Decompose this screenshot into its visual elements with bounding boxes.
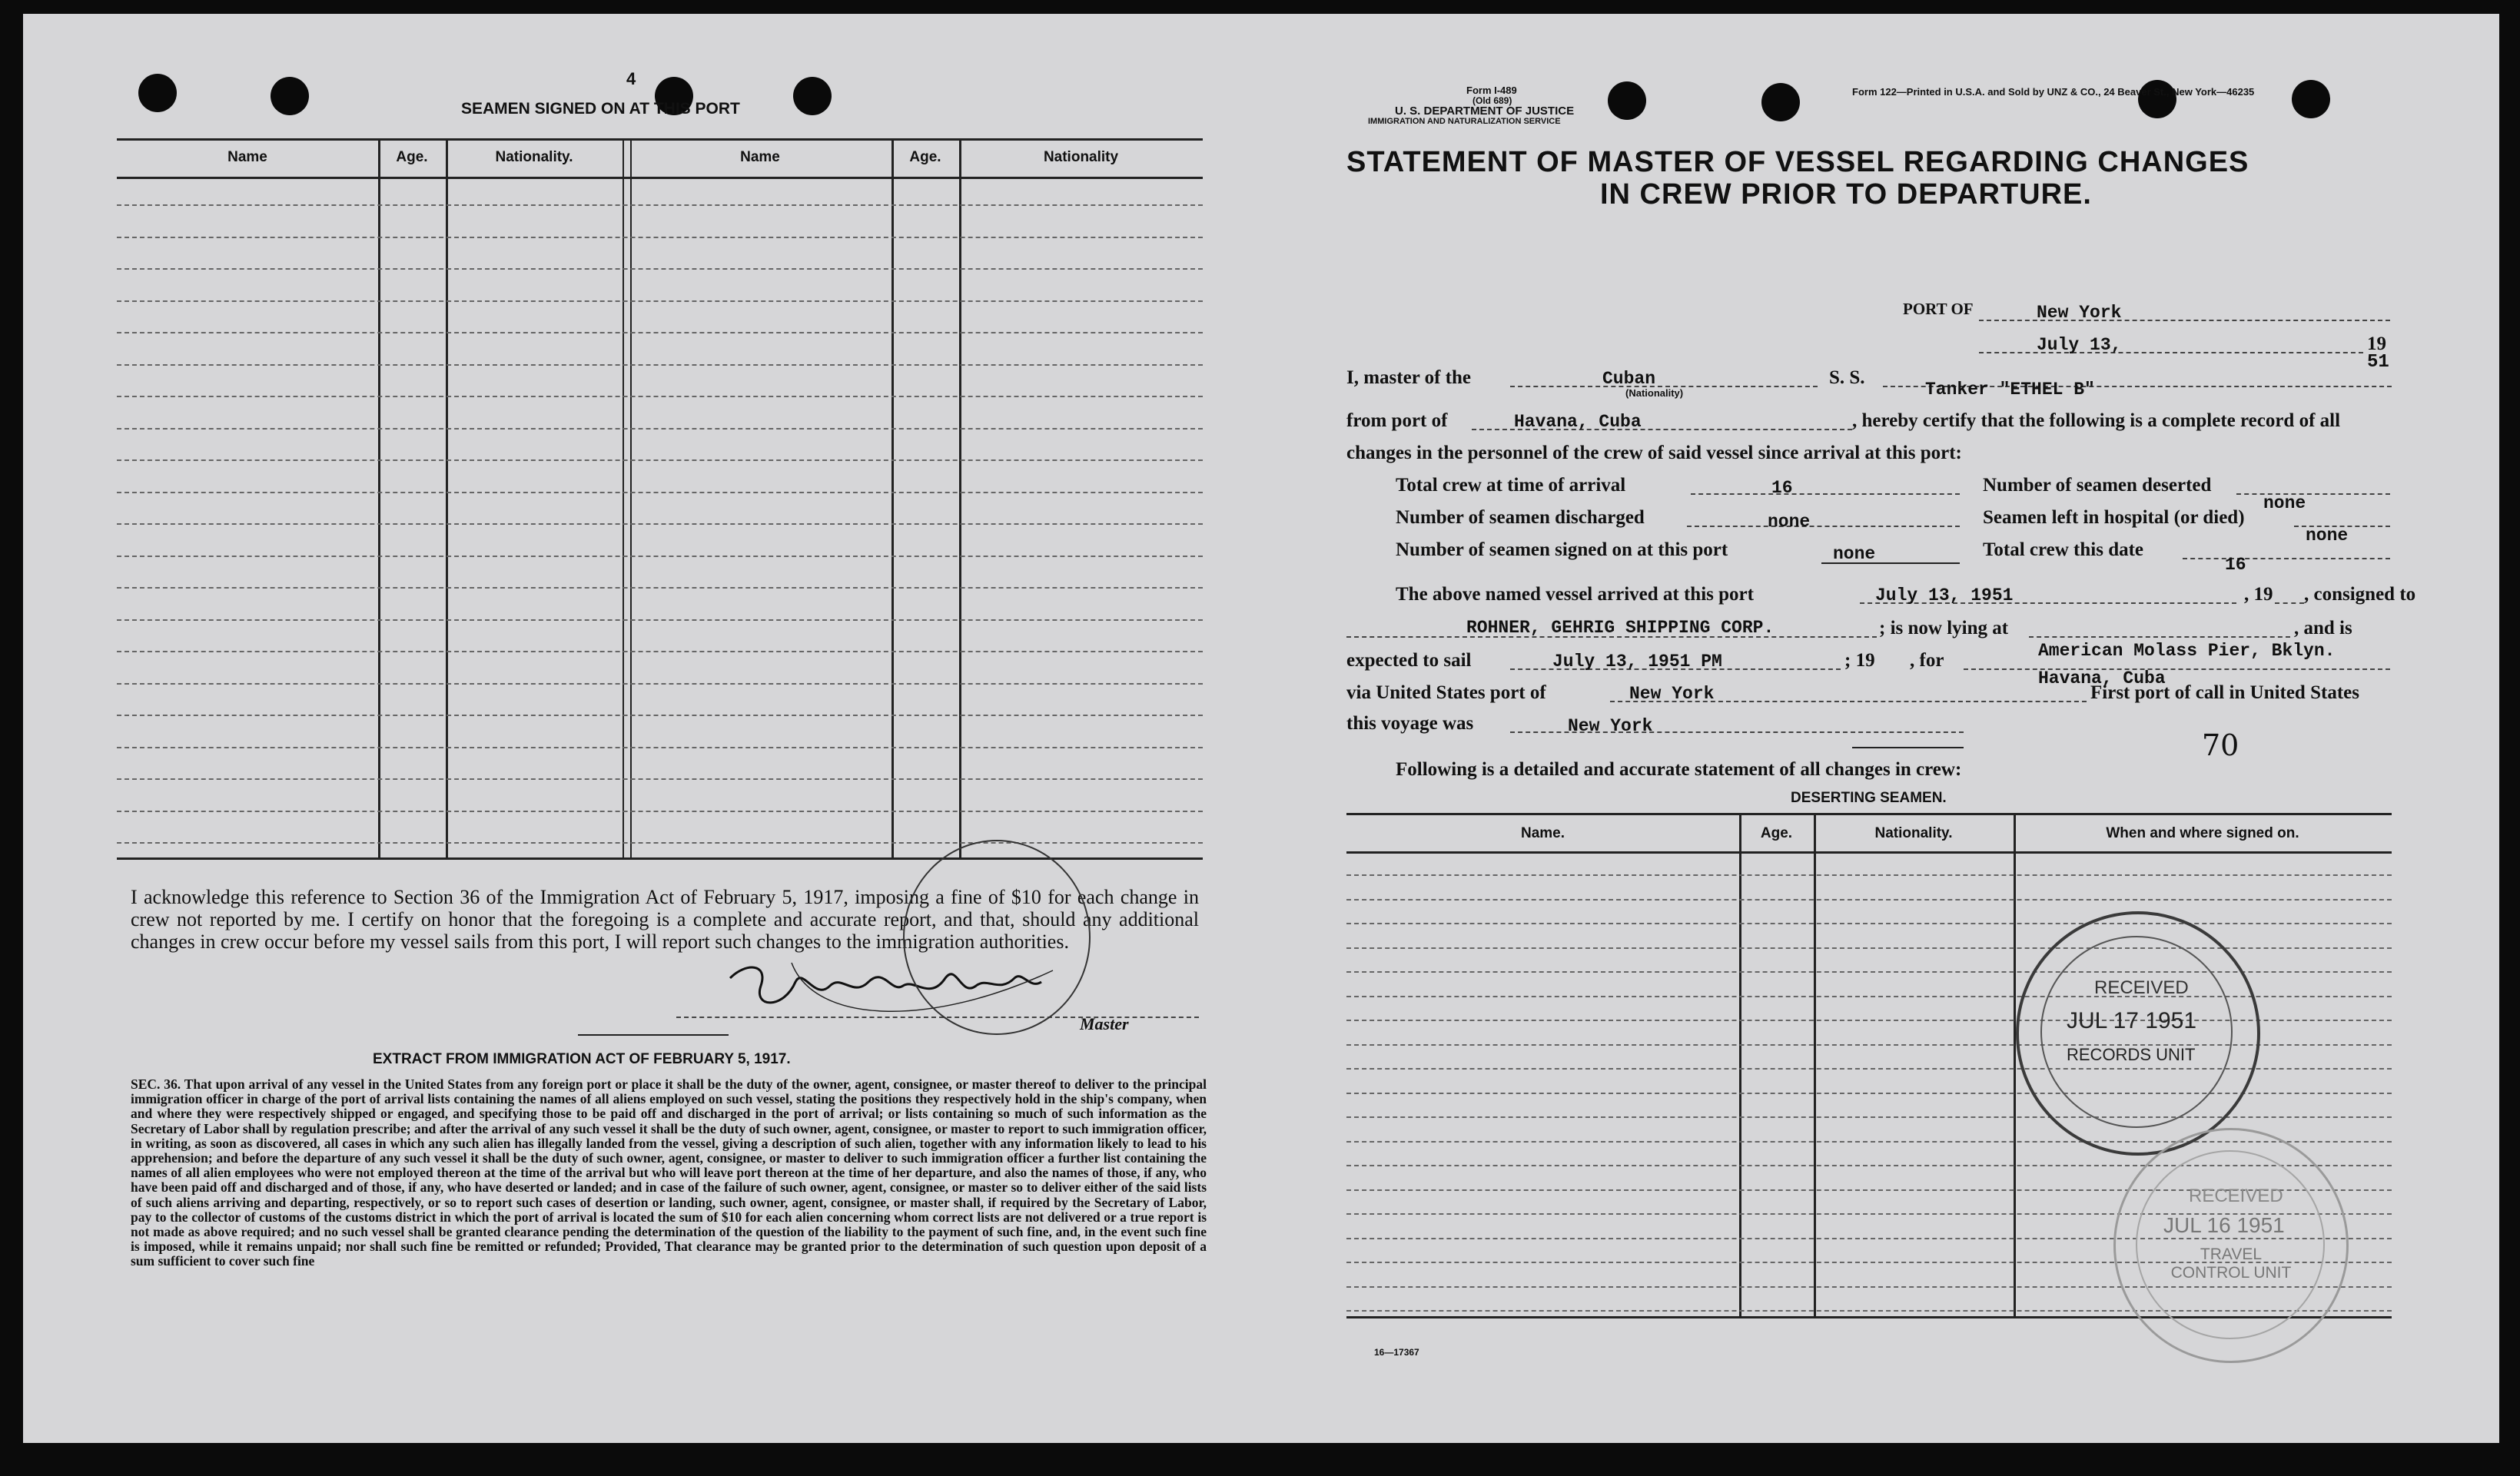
voyage-rule	[1852, 747, 1964, 748]
sail-year-label: ; 19	[1844, 650, 1875, 671]
following-text: Following is a detailed and accurate statement of all changes in crew:	[1396, 759, 1962, 780]
form-title-line2: IN CREW PRIOR TO DEPARTURE.	[1600, 178, 2092, 211]
expected-label: expected to sail	[1346, 650, 1472, 671]
column-divider	[623, 138, 632, 859]
punch-hole	[2292, 80, 2330, 118]
arrived-year-line	[2275, 602, 2304, 604]
left-page-title: SEAMEN SIGNED ON AT THIS PORT	[461, 100, 740, 118]
for-value: Havana, Cuba	[2038, 668, 2166, 688]
port-of-label: PORT OF	[1903, 300, 1974, 318]
deserting-title: DESERTING SEAMEN.	[1791, 790, 1947, 806]
signed-on-value: none	[1833, 544, 1876, 564]
table-row	[117, 651, 1203, 652]
form-old-number: (Old 689)	[1472, 95, 1512, 106]
discharged-line	[1687, 526, 1960, 527]
table-row	[117, 237, 1203, 238]
punch-hole	[1608, 81, 1646, 120]
extract-rule	[578, 1034, 729, 1036]
signature-circle-mark	[903, 840, 1091, 1035]
total-crew-arrival-label: Total crew at time of arrival	[1396, 475, 1626, 496]
consigned-to-label: , consigned to	[2304, 584, 2416, 605]
discharged-value: none	[1768, 512, 1811, 532]
table-row	[117, 587, 1203, 589]
for-label: , for	[1910, 650, 1944, 671]
table-row	[117, 492, 1203, 493]
table-row	[117, 683, 1203, 685]
total-crew-date-label: Total crew this date	[1983, 539, 2144, 560]
column-divider	[1814, 813, 1816, 1318]
table-top-border	[1346, 813, 2392, 815]
column-header-nationality: Nationality.	[495, 149, 573, 165]
table-row	[117, 332, 1203, 333]
punch-hole	[1761, 83, 1800, 121]
table-row	[117, 364, 1203, 366]
service-name: IMMIGRATION AND NATURALIZATION SERVICE	[1368, 117, 1561, 126]
punch-hole	[793, 77, 832, 115]
received-stamp-travel-control	[2113, 1128, 2349, 1363]
column-header-nationality: Nationality.	[1874, 825, 1953, 841]
nationality-caption: (Nationality)	[1625, 387, 1684, 399]
deserted-label: Number of seamen deserted	[1983, 475, 2212, 496]
form-title-line1: STATEMENT OF MASTER OF VESSEL REGARDING CHANGES	[1346, 146, 2249, 178]
voyage-value: New York	[1568, 716, 1653, 736]
column-divider	[378, 138, 380, 859]
punch-hole	[271, 77, 309, 115]
table-row	[1346, 874, 2392, 876]
year-prefix: 19	[2367, 333, 2386, 354]
table-row	[117, 811, 1203, 812]
table-row	[117, 204, 1203, 206]
stamp-unit: RECORDS UNIT	[2067, 1045, 2196, 1064]
column-divider	[1739, 813, 1741, 1318]
hospital-label: Seamen left in hospital (or died)	[1983, 507, 2245, 528]
form-number: Form I-489	[1466, 85, 1517, 96]
stamp-received-label: RECEIVED	[2189, 1186, 2283, 1206]
table-header-border	[1346, 851, 2392, 854]
column-header-age: Age.	[909, 149, 941, 165]
arrived-value: July 13, 1951	[1875, 585, 2014, 605]
document-page	[23, 14, 2499, 1443]
department-name: U. S. DEPARTMENT OF JUSTICE	[1395, 104, 1575, 118]
certify-text: , hereby certify that the following is a complete record of all	[1852, 410, 2341, 431]
table-row	[1346, 899, 2392, 901]
table-header-border	[117, 177, 1203, 179]
column-header-nationality: Nationality	[1043, 149, 1119, 165]
from-port-label: from port of	[1346, 410, 1448, 431]
first-port-label: First port of call in United States	[2090, 682, 2359, 703]
table-row	[1346, 923, 2392, 924]
sail-value: July 13, 1951 PM	[1552, 652, 1722, 672]
stamp-unit: TRAVEL CONTROL UNIT	[2170, 1245, 2292, 1282]
lying-label: ; is now lying at	[1879, 618, 2009, 638]
ss-label: S. S.	[1829, 367, 1865, 388]
column-header-age: Age.	[1760, 825, 1793, 841]
punch-hole	[138, 74, 177, 112]
table-row	[117, 556, 1203, 557]
table-row	[117, 778, 1203, 780]
for-line	[1964, 668, 2390, 670]
changes-text: changes in the personnel of the crew of said vessel since arrival at this port:	[1346, 443, 1962, 463]
master-label: Master	[1080, 1014, 1129, 1033]
table-top-border	[117, 138, 1203, 141]
column-header-name: Name	[740, 149, 780, 165]
deserted-value: none	[2263, 493, 2306, 513]
discharged-label: Number of seamen discharged	[1396, 507, 1645, 528]
column-header-age: Age.	[396, 149, 428, 165]
stamp-received-label: RECEIVED	[2094, 977, 2189, 998]
table-row	[1346, 947, 2392, 949]
table-row	[117, 619, 1203, 621]
table-row	[1346, 1116, 2392, 1118]
page-number: 4	[626, 69, 636, 88]
lying-value: American Molass Pier, Bklyn.	[2038, 641, 2336, 661]
column-header-signed-on: When and where signed on.	[2106, 825, 2299, 841]
extract-text: SEC. 36. That upon arrival of any vessel in the United States from any foreign port or place it shall be the duty of the owner, agent, consignee, or master thereof to deliver to the principal immigration officer in charge of the port of arrival lists containing the names of all aliens employed on such vessel, stating the positions they respectively hold in the ship's company, when and where they were respectively shipped or engaged, and specifying those to be paid off and discharged in the port of arrival; or lists containing so much of such information as the Secretary of Labor shall by regulation prescribe; and after the arrival of any such vessel it shall be the duty of such owner, agent, consignee, or master to report to such immigration officer, in writing, as soon as discovered, all cases in which any such alien has illegally landed from the vessel, giving a description of such alien, together with any information likely to lead to his apprehension; and before the departure of any such vessel it shall be the duty of such owner, agent, consignee, or master to deliver to such immigration officer a further list containing the names of all alien employees who were not employed thereon at the time of the arrival but who will leave port thereon at the time of her departure, and also the names of those, if any, who have been paid off and discharged and of those, if any, who have deserted or landed; and in case of the failure of such owner, agent, consignee, or master so to deliver either of the said lists of such aliens arriving and departing, respectively, or so to report such cases of desertion or landing, such owner, agent, consignee, or master shall, if required by the Secretary of Labor, pay to the collector of customs of the customs district in which the port of arrival is located the sum of $10 for each alien concerning whom correct lists are not delivered or a true report is not made as above required; and no such vessel shall be granted clearance pending the determination of the question of the liability to the payment of such fine, and, in the event such fine is imposed, while it remains unpaid; nor shall such fine be remitted or refunded; Provided, That clearance may be granted prior to the determination of such question upon deposit of a sum sufficient to cover such fine	[131, 1076, 1207, 1269]
and-is-label: , and is	[2294, 618, 2352, 638]
signed-on-label: Number of seamen signed on at this port	[1396, 539, 1728, 560]
extract-title: EXTRACT FROM IMMIGRATION ACT OF FEBRUARY 5, 1917.	[373, 1051, 791, 1067]
date-value: July 13,	[2037, 335, 2122, 355]
footer-code: 16—17367	[1374, 1347, 1419, 1358]
port-of-value: New York	[2037, 303, 2122, 323]
arrived-label: The above named vessel arrived at this port	[1396, 584, 1754, 605]
total-crew-arrival-value: 16	[1771, 478, 1793, 498]
year-value: 51	[2367, 352, 2389, 373]
from-port-value: Havana, Cuba	[1514, 412, 1642, 432]
table-row	[117, 523, 1203, 525]
arrived-year-label: , 19	[2244, 584, 2273, 605]
received-stamp-records	[2016, 911, 2260, 1156]
column-divider	[959, 138, 961, 859]
total-crew-arrival-line	[1691, 493, 1960, 495]
column-header-name: Name	[227, 149, 267, 165]
column-divider	[891, 138, 894, 859]
total-crew-date-line	[2183, 558, 2390, 559]
nationality-value: Cuban	[1602, 369, 1656, 389]
via-value: New York	[1629, 684, 1715, 704]
column-divider	[446, 138, 448, 859]
acknowledgment-text: I acknowledge this reference to Section 36 of the Immigration Act of February 5, 1917, imposing a fine of $10 for each change in crew not reported by me. I certify on honor that the foregoing is a complete and accurate report, and that, should any additional changes in crew occur before my vessel sails from this port, I will report such changes to the immigration authorities.	[131, 886, 1199, 953]
hospital-value: none	[2306, 526, 2349, 546]
column-header-name: Name.	[1520, 825, 1565, 841]
printer-note: Form 122—Printed in U.S.A. and Sold by UNZ & CO., 24 Beaver St., New York—46235	[1852, 86, 2255, 98]
lying-line	[2029, 636, 2290, 638]
column-divider	[2014, 813, 2016, 1318]
master-of-label: I, master of the	[1346, 367, 1471, 388]
stamp-date: JUL 17 1951	[2067, 1008, 2197, 1033]
table-row	[117, 459, 1203, 461]
table-row	[117, 300, 1203, 302]
table-row	[117, 396, 1203, 397]
voyage-label: this voyage was	[1346, 713, 1474, 734]
total-crew-date-value: 16	[2225, 555, 2246, 575]
consignee-value: ROHNER, GEHRIG SHIPPING CORP.	[1466, 618, 1775, 638]
vessel-value: Tanker "ETHEL B"	[1925, 380, 2095, 400]
table-row	[117, 715, 1203, 716]
deserted-line	[2236, 493, 2390, 495]
table-row	[117, 268, 1203, 270]
table-row	[117, 842, 1203, 844]
table-row	[117, 428, 1203, 430]
stamp-date: JUL 16 1951	[2163, 1213, 2285, 1237]
handwritten-number: 70	[2202, 728, 2239, 762]
via-label: via United States port of	[1346, 682, 1546, 703]
table-row	[117, 747, 1203, 748]
